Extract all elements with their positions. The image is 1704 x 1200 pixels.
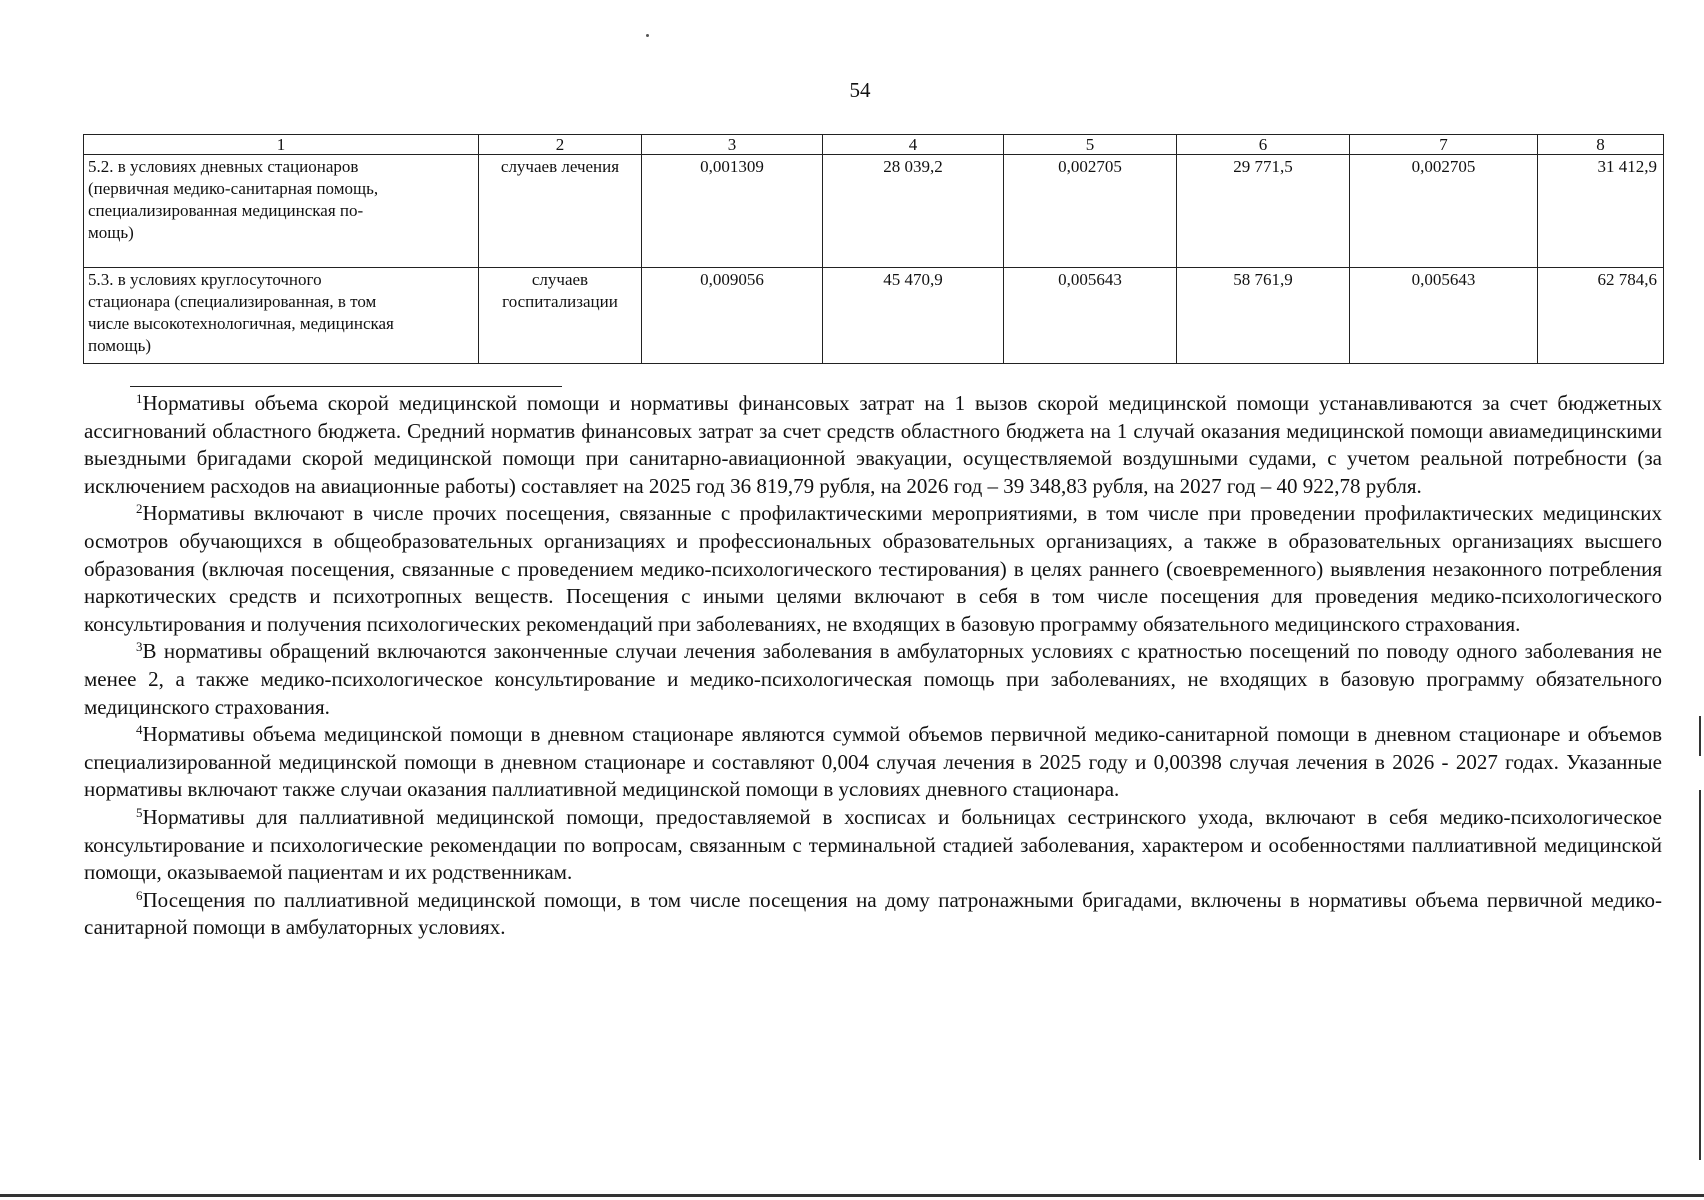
scan-edge-mark [1699, 790, 1701, 1160]
value-cell: 0,001309 [642, 155, 823, 268]
footnote-mark: 2 [136, 501, 143, 517]
value-cell: 0,002705 [1350, 155, 1538, 268]
footnote [84, 887, 1662, 942]
scan-edge-mark [1699, 716, 1701, 756]
unit-line: госпитализации [502, 292, 618, 311]
unit-cell [479, 268, 642, 364]
table-row [84, 155, 1664, 268]
value-cell: 0,005643 [1350, 268, 1538, 364]
footnote [84, 638, 1662, 721]
column-number-row [84, 135, 1664, 155]
footnote [84, 804, 1662, 887]
row-name-line: специализированная медицинская по- [88, 201, 364, 220]
footnote-text: Нормативы включают в числе прочих посещения, связанные с профилактическими мероприятиями, в том числе при проведении профилактических медицинских осмотров обучающихся в общеобразовательных организациях и профессиональных образовательных организациях, а также в образовательных организациях высшего образования (включая посещения, связанные с проведением медико-психологического тестирования) в целях раннего (своевременного) выявления незаконного потребления наркотических средств и психотропных веществ. Посещения с иными целями включают в себя в том числе посещения для проведения медико-психологического консультирования и получения психологических рекомендаций при заболеваниях, не входящих в базовую программу обязательного медицинского страхования. [84, 501, 1662, 636]
normatives-table [83, 134, 1664, 364]
table-row [84, 268, 1664, 364]
row-name-line: (первичная медико-санитарная помощь, [88, 179, 379, 198]
footnote [84, 721, 1662, 804]
value-cell: 58 761,9 [1177, 268, 1350, 364]
column-number: 4 [823, 135, 1004, 155]
column-number: 8 [1538, 135, 1664, 155]
footnote-text: Нормативы объема скорой медицинской помощи и нормативы финансовых затрат на 1 вызов скорой медицинской помощи устанавливаются за счет бюджетных ассигнований областного бюджета. Средний норматив финансовых затрат за счет средств областного бюджета на 1 случай оказания медицинской помощи авиамедицинскими выездными бригадами скорой медицинской помощи при санитарно-авиационной эвакуации, осуществляемой воздушными судами, с учетом реальной потребности (за исключением расходов на авиационные работы) составляет на 2025 год 36 819,79 рубля, на 2026 год – 39 348,83 рубля, на 2027 год – 40 922,78 рубля. [84, 391, 1662, 498]
row-name-line: 5.3. в условиях круглосуточного [88, 270, 322, 289]
footnotes [84, 390, 1662, 942]
footnote-text: Нормативы объема медицинской помощи в дневном стационаре являются суммой объемов первичной медико-санитарной помощи в дневном стационаре и объемов специализированной медицинской помощи в дневном стационаре и составляют 0,004 случая лечения в 2025 году и 0,00398 случая лечения в 2026 - 2027 годах. Указанные нормативы включают также случаи оказания паллиативной медицинской помощи в условиях дневного стационара. [84, 722, 1662, 802]
unit-line: случаев [531, 270, 589, 289]
unit-line: случаев лечения [500, 157, 620, 176]
scan-bottom-edge [0, 1194, 1704, 1197]
value-cell: 45 470,9 [823, 268, 1004, 364]
column-number: 1 [84, 135, 479, 155]
footnote-mark: 6 [136, 887, 143, 903]
value-cell: 29 771,5 [1177, 155, 1350, 268]
page-number: 54 [849, 78, 871, 102]
row-name-line: помощь) [88, 336, 152, 355]
value-cell: 0,002705 [1004, 155, 1177, 268]
value-cell: 31 412,9 [1538, 155, 1664, 268]
row-name-cell [84, 268, 479, 364]
row-name-line: стационара (специализированная, в том [88, 292, 377, 311]
row-name-cell [84, 155, 479, 268]
column-number: 5 [1004, 135, 1177, 155]
footnote-mark: 5 [136, 804, 143, 820]
footnote-text: Посещения по паллиативной медицинской помощи, в том числе посещения на дому патронажными бригадами, включены в нормативы объема первичной медико-санитарной помощи в амбулаторных условиях. [84, 887, 1662, 940]
column-number: 6 [1177, 135, 1350, 155]
footnote [84, 500, 1662, 638]
row-name-line: 5.2. в условиях дневных стационаров [88, 157, 359, 176]
row-name-line: мощь) [88, 223, 134, 242]
unit-cell [479, 155, 642, 268]
footnote-text: Нормативы для паллиативной медицинской помощи, предоставляемой в хосписах и больницах сестринского ухода, включают в себя медико-психологическое консультирование и психологические рекомендации по вопросам, связанным с терминальной стадией заболевания, характером и особенностями паллиативной медицинской помощи, оказываемой пациентам и их родственникам. [84, 804, 1662, 885]
footnote-separator [130, 386, 562, 387]
footnote-mark: 4 [136, 722, 143, 738]
footnote-mark: 3 [136, 639, 143, 655]
value-cell: 62 784,6 [1538, 268, 1664, 364]
column-number: 3 [642, 135, 823, 155]
column-number: 7 [1350, 135, 1538, 155]
value-cell: 0,005643 [1004, 268, 1177, 364]
column-number: 2 [479, 135, 642, 155]
footnote [84, 390, 1662, 500]
row-name-line: числе высокотехнологичная, медицинская [88, 314, 394, 333]
footnote-text: В нормативы обращений включаются законченные случаи лечения заболевания в амбулаторных условиях с кратностью посещений по поводу одного заболевания не менее 2, а также медико-психологическое консультирование и медико-психологическая помощь при заболеваниях, не входящих в базовую программу обязательного медицинского страхования. [84, 639, 1662, 719]
value-cell: 0,009056 [642, 268, 823, 364]
footnote-mark: 1 [136, 391, 143, 406]
value-cell: 28 039,2 [823, 155, 1004, 268]
scan-speck [646, 34, 649, 37]
